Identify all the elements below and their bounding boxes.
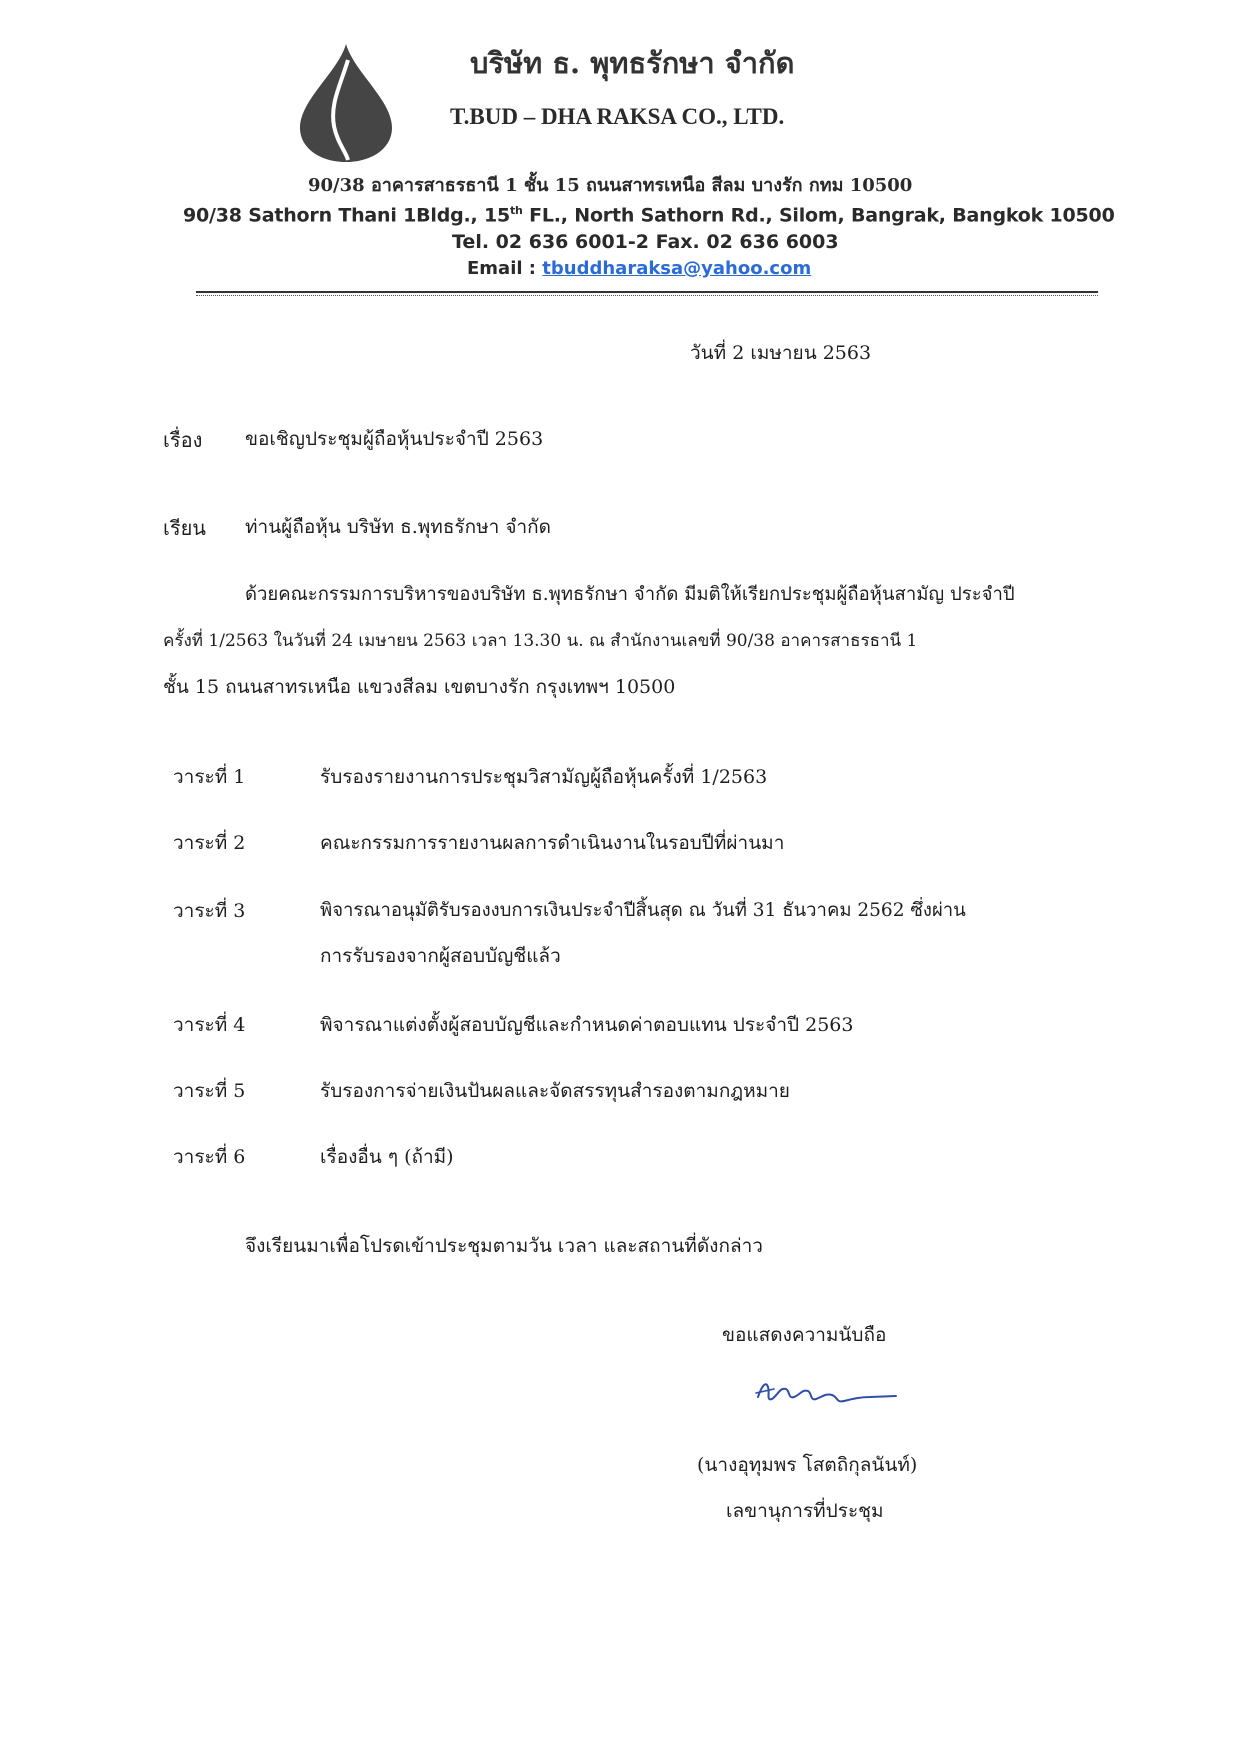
agenda-4-text: พิจารณาแต่งตั้งผู้สอบบัญชีและกำหนดค่าตอบแทน ประจำปี 2563 [320,1014,854,1036]
address-english-sup: th [509,204,523,217]
company-name-english: T.BUD – DHA RAKSA CO., LTD. [450,104,785,129]
subject-label: เรื่อง [163,428,203,452]
email-label: Email : [467,258,543,279]
agenda-3-text-line-2: การรับรองจากผู้สอบบัญชีแล้ว [320,945,561,967]
email-line [467,258,811,279]
agenda-4-label: วาระที่ 4 [173,1014,246,1036]
closing-sentence: จึงเรียนมาเพื่อโปรดเข้าประชุมตามวัน เวลา และสถานที่ดังกล่าว [245,1235,763,1257]
signer-title: เลขานุการที่ประชุม [726,1500,884,1522]
sign-off: ขอแสดงความนับถือ [722,1324,887,1346]
intro-line-2: ครั้งที่ 1/2563 ในวันที่ 24 เมษายน 2563 เวลา 13.30 น. ณ สำนักงานเลขที่ 90/38 อาคารสาธรธานี 1 [163,631,918,651]
agenda-5-text: รับรองการจ่ายเงินปันผลและจัดสรรทุนสำรองตามกฎหมาย [320,1080,790,1102]
agenda-6-label: วาระที่ 6 [173,1146,246,1168]
subject-text: ขอเชิญประชุมผู้ถือหุ้นประจำปี 2563 [245,428,544,450]
email-link[interactable]: tbuddharaksa@yahoo.com [542,258,812,279]
intro-line-3: ชั้น 15 ถนนสาทรเหนือ แขวงสีลม เขตบางรัก กรุงเทพฯ 10500 [163,676,676,698]
company-name-thai: บริษัท ธ. พุทธรักษา จำกัด [470,46,795,80]
agenda-2-text: คณะกรรมการรายงานผลการดำเนินงานในรอบปีที่ผ่านมา [320,832,785,854]
agenda-3-text-line-1: พิจารณาอนุมัติรับรองงบการเงินประจำปีสิ้นสุด ณ วันที่ 31 ธันวาคม 2562 ซึ่งผ่าน [320,900,966,921]
agenda-5-label: วาระที่ 5 [173,1080,246,1102]
intro-line-1: ด้วยคณะกรรมการบริหารของบริษัท ธ.พุทธรักษา จำกัด มีมติให้เรียกประชุมผู้ถือหุ้นสามัญ ประจำปี [245,584,1015,605]
header-divider-dotted [196,295,1098,296]
agenda-1-text: รับรองรายงานการประชุมวิสามัญผู้ถือหุ้นครั้งที่ 1/2563 [320,766,768,788]
address-english-part2: FL., North Sathorn Rd., Silom, Bangrak, Bangkok 10500 [522,204,1115,227]
recipient-text: ท่านผู้ถือหุ้น บริษัท ธ.พุทธรักษา จำกัด [245,516,552,538]
address-thai: 90/38 อาคารสาธรธานี 1 ชั้น 15 ถนนสาทรเหนือ สีลม บางรัก กทม 10500 [308,175,913,196]
agenda-2-label: วาระที่ 2 [173,832,246,854]
agenda-3-label: วาระที่ 3 [173,900,246,922]
address-english-part1: 90/38 Sathorn Thani 1Bldg., 15 [183,204,510,227]
tel-fax-line: Tel. 02 636 6001-2 Fax. 02 636 6003 [452,231,839,253]
handwritten-signature [752,1375,900,1409]
signer-name: (นางอุทุมพร โสตถิกุลนันท์) [697,1454,918,1476]
agenda-1-label: วาระที่ 1 [173,766,246,788]
agenda-6-text: เรื่องอื่น ๆ (ถ้ามี) [320,1146,454,1168]
header-divider [196,291,1098,293]
address-english [183,204,1115,226]
company-logo-drop-icon [296,42,396,164]
recipient-label: เรียน [163,516,206,540]
letter-date: วันที่ 2 เมษายน 2563 [690,342,872,364]
